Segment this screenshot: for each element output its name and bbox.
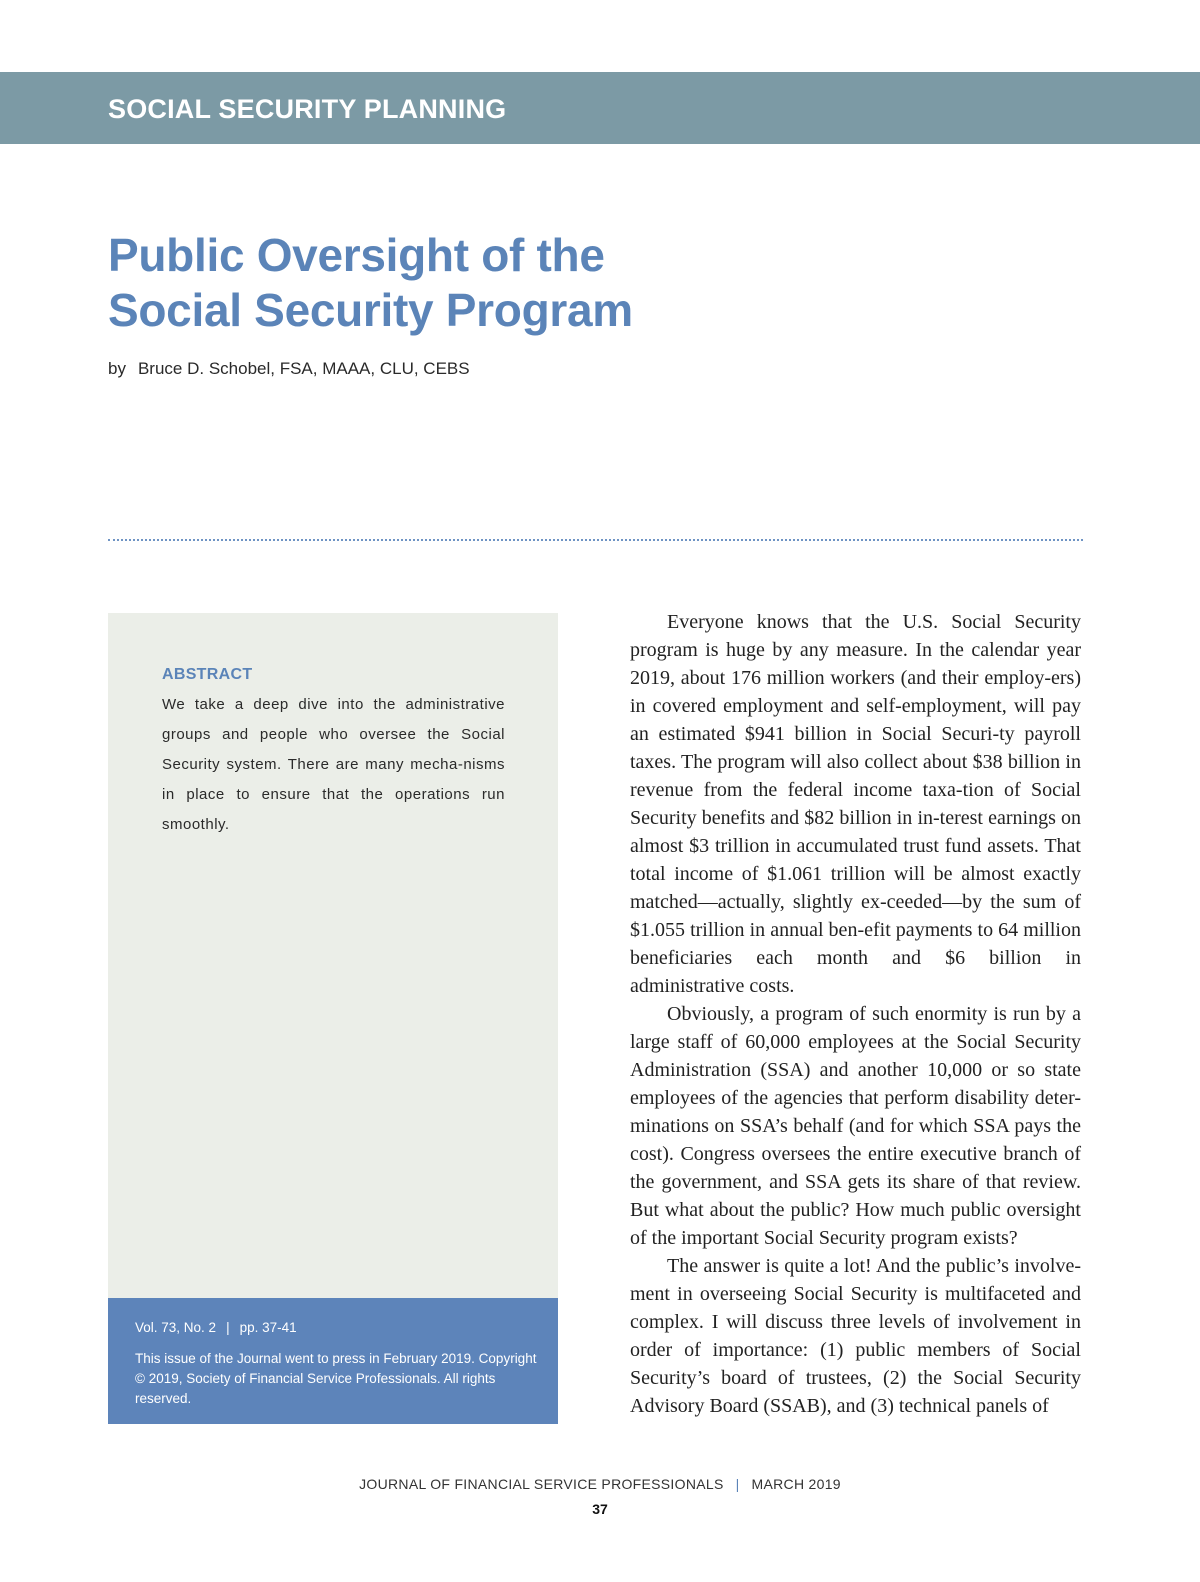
section-label: SOCIAL SECURITY PLANNING [108, 94, 507, 124]
abstract-panel [108, 613, 558, 1298]
article-title-line-2: Social Security Program [108, 284, 633, 336]
abstract-heading: ABSTRACT [162, 666, 253, 683]
page-range: pp. 37-41 [239, 1320, 297, 1335]
body-paragraph-3: The answer is quite a lot! And the public’s involve-ment in overseeing Social Security is multifaceted and complex. I will discuss three levels of involvement in order of importance: (1) public members of Social Security’s board of trustees, (2) the Social Security Advisory Board (SSAB), and (3) technical panels of [630, 1255, 1081, 1417]
body-paragraph-1: Everyone knows that the U.S. Social Security program is huge by any measure. In the calendar year 2019, about 176 million workers (and their employ-ers) in covered employment and self-employment, will pay an estimated $941 billion in Social Securi-ty payroll taxes. The program will also collect about $38 billion in revenue from the federal income taxa-tion of Social Security benefits and $82 billion in in-terest earnings on almost $3 trillion in accumulated trust fund assets. That total income of $1.061 trillion will be almost exactly matched—actually, slightly ex-ceeded—by the sum of $1.055 trillion in annual ben-efit payments to 64 million beneficiaries each month and $6 billion in administrative costs. [630, 611, 1081, 997]
press-copyright-note: This issue of the Journal went to press in February 2019. Copyright © 2019, Society of Financial Service Professionals. All rights reserved. [135, 1351, 537, 1406]
page-footer [0, 1474, 1200, 1494]
publication-info-box [108, 1298, 558, 1424]
article-body [630, 608, 1081, 1420]
article-title-line-1: Public Oversight of the [108, 229, 605, 281]
issue-date: MARCH 2019 [751, 1476, 841, 1492]
journal-name: JOURNAL OF FINANCIAL SERVICE PROFESSIONALS [359, 1476, 724, 1492]
dotted-divider [108, 539, 1083, 541]
page-number: 37 [592, 1501, 608, 1517]
author-name: Bruce D. Schobel, FSA, MAAA, CLU, CEBS [137, 359, 470, 378]
body-paragraph-2: Obviously, a program of such enormity is run by a large staff of 60,000 employees at the Social Security Administration (SSA) and another 10,000 or so state employees of the agencies that perform disability deter-minations on SSA’s behalf (and for which SSA pays the cost). Congress oversees the entire executive branch of the government, and SSA gets its share of that review. But what about the public? How much public oversight of the important Social Security program exists? [630, 1003, 1081, 1249]
byline-prefix: by [108, 359, 126, 378]
volume-number: Vol. 73, No. 2 [135, 1320, 217, 1335]
byline [108, 358, 470, 380]
volume-line [135, 1319, 297, 1337]
abstract-text: We take a deep dive into the administrative groups and people who oversee the Social Security system. There are many mecha-nisms in place to ensure that the operations run smoothly. [162, 696, 505, 833]
volume-separator: | [226, 1320, 230, 1335]
footer-separator: | [735, 1476, 740, 1492]
article-title [108, 228, 633, 338]
